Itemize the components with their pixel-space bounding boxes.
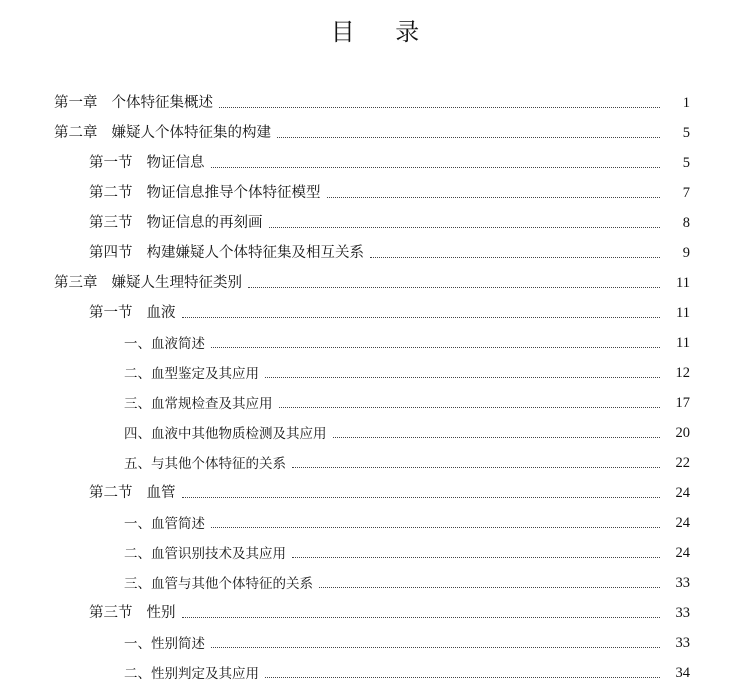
toc-entry-number: 一、 (124, 516, 151, 532)
toc-entry-number: 第三节 (89, 605, 133, 621)
toc-entry-page: 1 (682, 95, 690, 111)
toc-entry-title: 性别 (146, 605, 176, 621)
toc-entry-number: 二、 (124, 666, 151, 682)
toc-entry-subsection[interactable] (124, 510, 690, 532)
toc-entry-section[interactable] (89, 180, 690, 202)
dot-leader (277, 137, 660, 138)
toc-entry-page: 33 (675, 635, 690, 651)
toc-entry-title: 血管与其他个体特征的关系 (151, 576, 313, 592)
toc-entry-page: 33 (675, 575, 690, 591)
toc-entry-title: 血液中其他物质检测及其应用 (151, 426, 327, 442)
toc-entry-title: 嫌疑人生理特征类别 (111, 275, 242, 291)
dot-leader (333, 437, 661, 438)
toc-entry-title: 血管识别技术及其应用 (151, 546, 286, 562)
toc-entry-section[interactable] (89, 150, 690, 172)
toc-entry-section[interactable] (89, 240, 690, 262)
toc-entry-subsection[interactable] (124, 630, 690, 652)
toc-entry-title: 血型鉴定及其应用 (151, 366, 259, 382)
toc-entry-title: 物证信息 (146, 155, 205, 171)
toc-entry-subsection[interactable] (124, 660, 690, 682)
toc-entry-number: 第一节 (89, 305, 133, 321)
toc-entry-title: 物证信息推导个体特征模型 (146, 185, 321, 201)
dot-leader (265, 677, 660, 678)
toc-entry-title: 个体特征集概述 (111, 95, 213, 111)
toc-entry-page: 11 (676, 335, 690, 351)
toc-entry-subsection[interactable] (124, 330, 690, 352)
toc-entry-number: 第二节 (89, 485, 133, 501)
toc-entry-subsection[interactable] (124, 390, 690, 412)
toc-entry-title: 血液简述 (151, 336, 205, 352)
toc-entry-number: 三、 (124, 396, 151, 412)
toc-entry-number: 五、 (124, 456, 151, 472)
toc-entry-page: 34 (675, 665, 690, 681)
dot-leader (219, 107, 660, 108)
toc-entry-number: 二、 (124, 366, 151, 382)
toc-entry-title: 物证信息的再刻画 (146, 215, 263, 231)
toc-entry-chapter-2[interactable] (54, 120, 690, 142)
toc-entry-page: 22 (675, 455, 690, 471)
toc-entry-number: 第一节 (89, 155, 133, 171)
toc-entry-section[interactable] (89, 210, 690, 232)
toc-entry-subsection[interactable] (124, 540, 690, 562)
toc-entry-page: 11 (676, 275, 690, 291)
toc-entry-number: 二、 (124, 546, 151, 562)
toc-entry-chapter-1[interactable] (54, 90, 690, 112)
toc-entry-number: 一、 (124, 336, 151, 352)
dot-leader (269, 227, 661, 228)
toc-entry-page: 17 (675, 395, 690, 411)
toc-entry-title: 构建嫌疑人个体特征集及相互关系 (146, 245, 364, 261)
toc-entry-subsection[interactable] (124, 360, 690, 382)
toc-entry-page: 7 (682, 185, 690, 201)
toc-entry-page: 12 (675, 365, 690, 381)
dot-leader (292, 467, 660, 468)
dot-leader (182, 317, 661, 318)
toc-entry-number: 第四节 (89, 245, 133, 261)
toc-entry-number: 四、 (124, 426, 151, 442)
toc-entry-section[interactable] (89, 480, 690, 502)
dot-leader (292, 557, 660, 558)
toc-entry-section[interactable] (89, 300, 690, 322)
toc-entry-page: 5 (682, 155, 690, 171)
dot-leader (182, 617, 661, 618)
toc-entry-page: 8 (682, 215, 690, 231)
toc-entry-page: 24 (675, 515, 690, 531)
toc-entry-page: 24 (675, 485, 690, 501)
toc-entry-page: 5 (682, 125, 690, 141)
toc-entry-subsection[interactable] (124, 420, 690, 442)
dot-leader (319, 587, 660, 588)
toc-entry-page: 20 (675, 425, 690, 441)
toc-entry-number: 第三章 (54, 275, 98, 291)
dot-leader (211, 647, 660, 648)
toc-entry-number: 三、 (124, 576, 151, 592)
toc-entry-page: 11 (676, 305, 690, 321)
toc-entry-subsection[interactable] (124, 570, 690, 592)
toc-entry-number: 第一章 (54, 95, 98, 111)
dot-leader (211, 167, 661, 168)
toc-entry-number: 第三节 (89, 215, 133, 231)
toc-entry-title: 血管简述 (151, 516, 205, 532)
toc-entry-title: 血管 (146, 485, 176, 501)
toc-entry-section[interactable] (89, 600, 690, 622)
toc-entry-title: 性别简述 (151, 636, 205, 652)
toc-entry-page: 24 (675, 545, 690, 561)
toc-entry-page: 33 (675, 605, 690, 621)
toc-entry-title: 与其他个体特征的关系 (151, 456, 286, 472)
dot-leader (211, 347, 660, 348)
dot-leader (182, 497, 661, 498)
dot-leader (279, 407, 661, 408)
toc-entry-chapter-3[interactable] (54, 270, 690, 292)
dot-leader (211, 527, 660, 528)
dot-leader (265, 377, 660, 378)
page-title: 目 录 (330, 18, 422, 46)
dot-leader (370, 257, 660, 258)
toc-entry-title: 嫌疑人个体特征集的构建 (111, 125, 271, 141)
toc-entry-number: 第二节 (89, 185, 133, 201)
toc-entry-number: 一、 (124, 636, 151, 652)
toc-entry-number: 第二章 (54, 125, 98, 141)
toc-entry-title: 血液 (146, 305, 176, 321)
dot-leader (327, 197, 661, 198)
toc-entry-title: 性别判定及其应用 (151, 666, 259, 682)
toc-entry-subsection[interactable] (124, 450, 690, 472)
toc-entry-page: 9 (682, 245, 690, 261)
dot-leader (248, 287, 660, 288)
toc-entry-title: 血常规检查及其应用 (151, 396, 273, 412)
